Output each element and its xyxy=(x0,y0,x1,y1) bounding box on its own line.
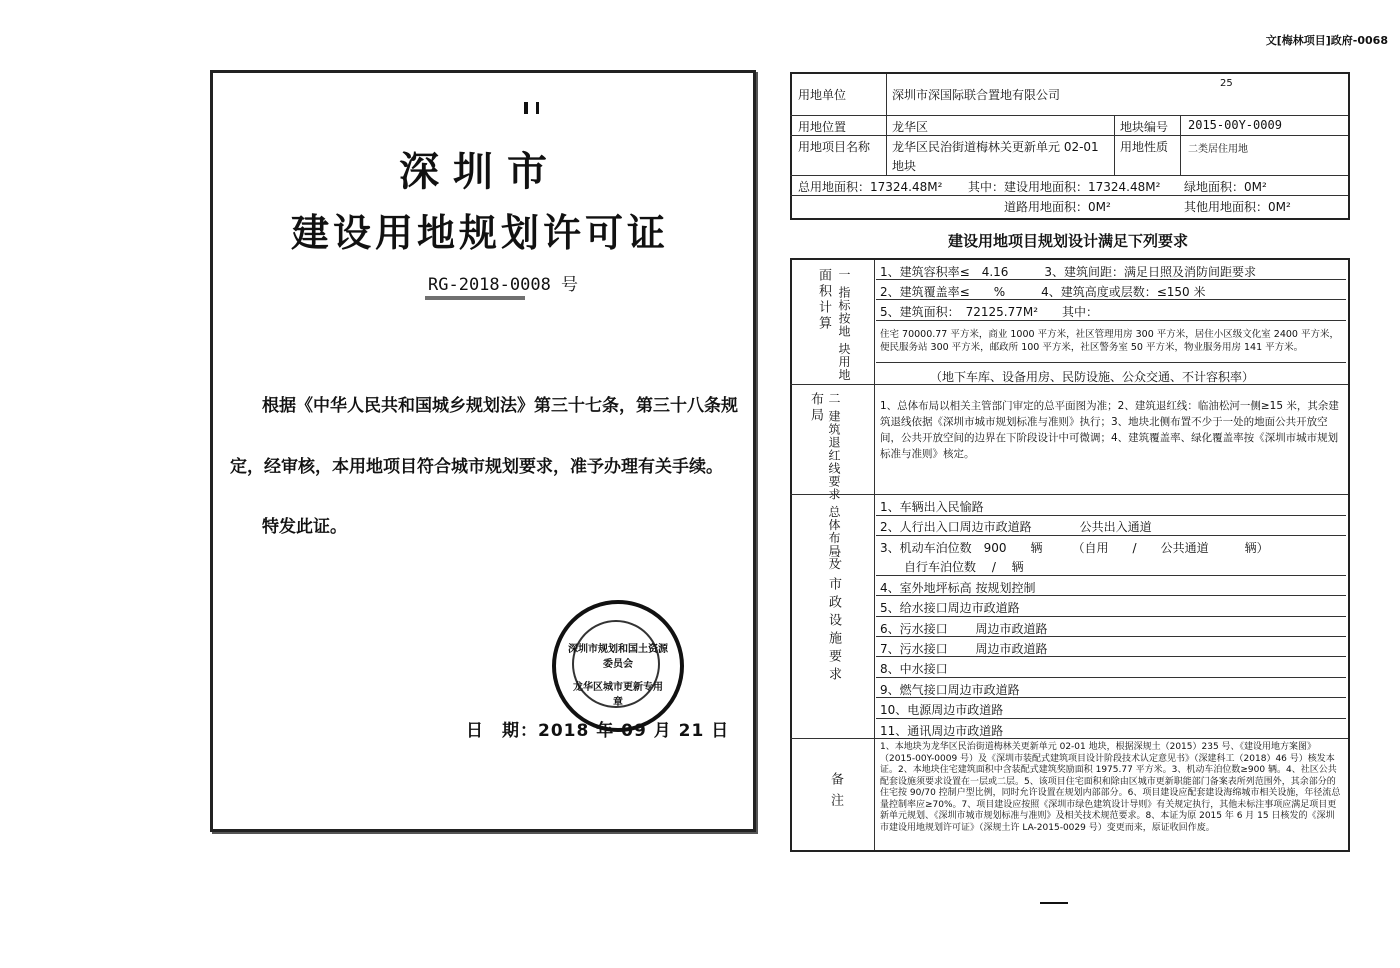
plot-number-value: 2015-00Y-0009 xyxy=(1188,118,1282,132)
certificate-city-title: 深圳市 xyxy=(399,148,561,195)
requirement-row-3: 5、建筑面积： 72125.77M² 其中： xyxy=(880,305,1099,319)
section1-label: 面积计算 xyxy=(816,268,831,332)
project-name-value-2: 地块 xyxy=(892,159,917,173)
certificate-number: RG-2018-0008 号 xyxy=(428,275,579,295)
official-seal xyxy=(552,600,684,732)
land-nature-label: 用地性质 xyxy=(1120,140,1169,154)
certificate-main-title: 建设用地规划许可证 xyxy=(290,210,669,255)
section3-label: 三 市政设施要求 xyxy=(826,550,841,686)
plot-number-label: 地块编号 xyxy=(1120,120,1169,134)
seal-text-top: 深圳市规划和国土资源委员会 xyxy=(568,644,668,670)
municipal-item-6: 6、污水接口 周边市政道路 xyxy=(880,622,1048,636)
section2-label: 布局 xyxy=(808,392,823,424)
requirements-title: 建设用地项目规划设计满足下列要求 xyxy=(947,232,1188,250)
municipal-item-1: 1、车辆出入民愉路 xyxy=(880,500,984,514)
requirement-row-1: 1、建筑容积率≤ 4.16 3、建筑间距：满足日照及消防间距要求 xyxy=(880,265,1257,279)
municipal-item-2: 2、人行出入口周边市政道路 公共出入通道 xyxy=(880,520,1152,534)
area-breakdown: 住宅 70000.77 平方米，商业 1000 平方米，社区管理用房 300 平方米，居住小区级文化室 2400 平方米，便民服务站 300 平方米，邮政所 100 平方米，社区警务室 50 平方米，物业服务用房 141 平方米。 xyxy=(880,329,1339,353)
seal-text-bottom: 龙华区城市更新专用章 xyxy=(573,682,663,708)
land-nature-value: 二类居住用地 xyxy=(1188,144,1248,155)
road-land-area: 道路用地面积：0M² xyxy=(1004,200,1111,214)
project-name-label: 用地项目名称 xyxy=(798,140,871,154)
municipal-item-5: 5、给水接口周边市政道路 xyxy=(880,601,1020,615)
layout-requirements: 1、总体布局以相关主管部门审定的总平面图为准；2、建筑退红线：临油松河一侧≥15 米，其余建筑退线依据《深圳市城市规划标准与准则》执行；3、地块北侧布置不少于一处的地面公共开放空间，公共开放空间的边界在下阶段设计中可微调；4、建筑覆盖率、绿化覆盖率按《深圳市城市规划标准与准则》核定。 xyxy=(880,400,1339,460)
document-reference: 文[梅林项目]政府-0068 xyxy=(1265,34,1388,47)
scan-artifact xyxy=(1040,902,1068,904)
notes-text: 1、本地块为龙华区民治街道梅林关更新单元 02-01 地块，根据深规土（2015）235 号、《建设用地方案图》（2015-00Y-0009 号）及《深圳市装配式建筑项目设计阶段技术认定意见书》（深建科工（2018）46 号）核发本证。2、本地块住宅建筑面积中含装配式建筑奖励面积 1975.77 平方米。3、机动车泊位数≥900 辆。4、社区公共配套设施须要求设置在一层或二层。5、该项目住宅面积和除由区城市更新职能部门备案表所列范围外，其余部分的住宅按 90/70 控制户型比例，同时允许设置在规划内部部分。6、项目建设应配套建设海绵城市相关设施，年径流总量控制率应≥70%。7、项目建设应按照《深圳市绿色建筑设计导则》有关规定执行，其他未标注事项应满足项目更新单元规划、《深圳市城市规划标准与准则》及相关技术规范要求。8、本证为原 2015 年 6 月 15 日核发的《深圳市建设用地规划许可证》（深规土许 LA-2015-0029 号）变更而来，原证收回作废。 xyxy=(880,742,1341,833)
total-land-area: 总用地面积：17324.48M² xyxy=(798,180,943,194)
issue-date: 日 期：2018 年 09 月 21 日 xyxy=(466,721,730,741)
land-unit-value: 深圳市深国际联合置地有限公司 xyxy=(892,88,1061,102)
body-line-1: 根据《中华人民共和国城乡规划法》第三十七条，第三十八条规 xyxy=(262,396,738,416)
scan-smudge xyxy=(425,296,525,300)
section2-sublabel: 二 建筑退红线要求 总体布局及 xyxy=(827,392,841,571)
location-label: 用地位置 xyxy=(798,120,847,134)
notes-label: 备注 xyxy=(828,772,843,814)
municipal-item-3b: 自行车泊位数 / 辆 xyxy=(880,560,1024,574)
scan-artifact xyxy=(536,102,539,114)
other-land-area: 其他用地面积：0M² xyxy=(1184,200,1291,214)
green-land-area: 绿地面积：0M² xyxy=(1184,180,1267,194)
project-name-value-1: 龙华区民治街道梅林关更新单元 02-01 xyxy=(892,140,1099,154)
construction-land-area: 其中：建设用地面积：17324.48M² xyxy=(968,180,1161,194)
excluded-facilities: （地下车库、设备用房、民防设施、公众交通、不计容积率） xyxy=(930,370,1255,384)
section1-sublabel: 一 指标按地 块用地 xyxy=(837,268,851,382)
municipal-item-7: 7、污水接口 周边市政道路 xyxy=(880,642,1048,656)
municipal-item-9: 9、燃气接口周边市政道路 xyxy=(880,683,1020,697)
municipal-item-11: 11、通讯周边市政道路 xyxy=(880,724,1004,738)
municipal-item-8: 8、中水接口 xyxy=(880,662,948,676)
scan-artifact xyxy=(524,102,528,114)
municipal-item-4: 4、室外地坪标高 按规划控制 xyxy=(880,581,1036,595)
requirement-row-2: 2、建筑覆盖率≤ % 4、建筑高度或层数：≤150 米 xyxy=(880,285,1206,299)
municipal-item-10: 10、电源周边市政道路 xyxy=(880,703,1004,717)
page-number: 25 xyxy=(1220,78,1233,89)
location-value: 龙华区 xyxy=(892,120,929,134)
body-line-2: 定，经审核，本用地项目符合城市规划要求，准予办理有关手续。 xyxy=(230,457,723,477)
municipal-item-3: 3、机动车泊位数 900 辆 （自用 / 公共通道 辆） xyxy=(880,541,1269,555)
land-unit-label: 用地单位 xyxy=(798,88,847,102)
body-line-3: 特发此证。 xyxy=(262,517,347,537)
